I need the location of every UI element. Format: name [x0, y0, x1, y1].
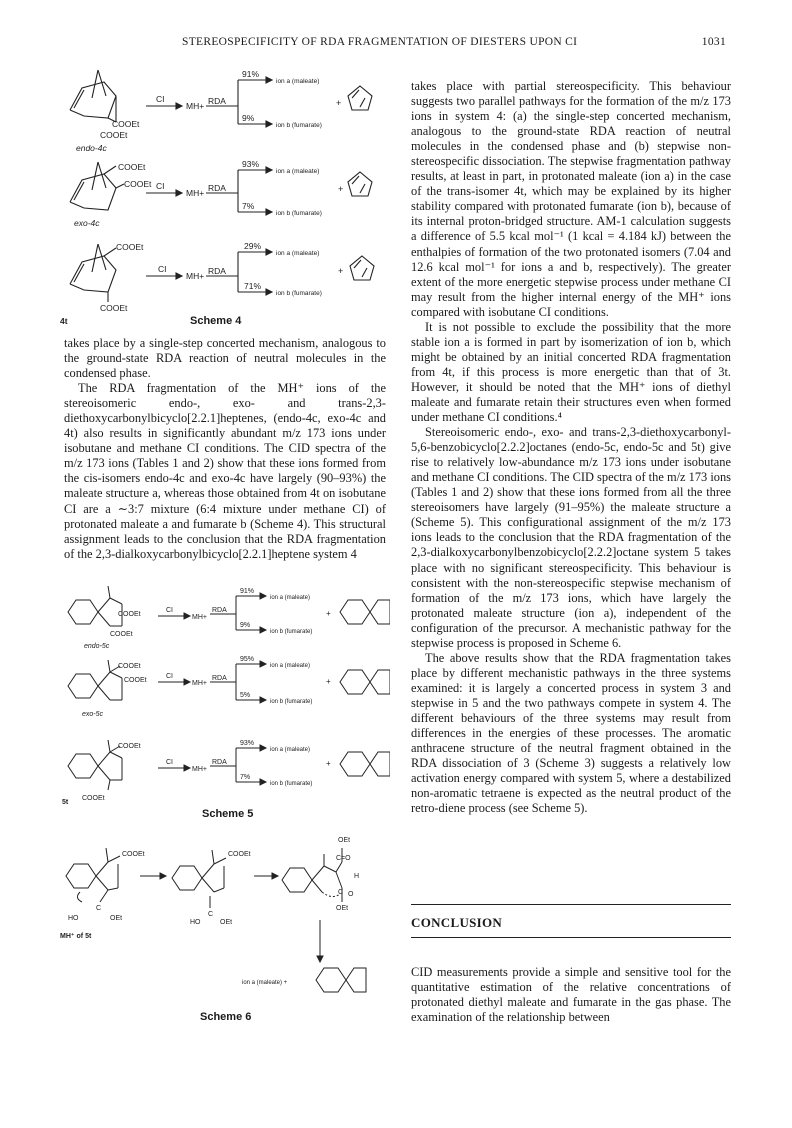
plus-sign: + [338, 266, 344, 276]
running-head [66, 36, 726, 54]
ci-label: CI [166, 759, 173, 766]
scheme-6-title: Scheme 6 [200, 1011, 252, 1023]
mh-label: MH+ [186, 188, 205, 198]
pct-b: 9% [242, 113, 255, 123]
cooet-label: COOEt [122, 851, 145, 858]
cooet-label: COOEt [124, 179, 152, 189]
rda-label: RDA [208, 96, 226, 106]
plus-sign: + [326, 677, 331, 686]
compound-label: exo-4c [74, 218, 100, 228]
oet-label: OEt [110, 915, 123, 922]
exo-4c-structure [70, 162, 124, 210]
rda-label: RDA [212, 759, 227, 766]
section-heading: CONCLUSION [411, 915, 503, 930]
cooet-label: COOEt [118, 663, 141, 670]
protonated-5t-structure [66, 848, 120, 902]
product-label: ion a (maleate) + [242, 980, 288, 986]
plus-sign: + [338, 184, 344, 194]
scheme-4-title: Scheme 4 [190, 315, 242, 327]
pct-a: 91% [240, 588, 255, 595]
ci-label: CI [166, 607, 173, 614]
mh-label: MH+ [192, 614, 207, 621]
ion-a-label: ion a (maleate) [270, 595, 311, 601]
rda-label: RDA [208, 183, 226, 193]
pct-a: 93% [242, 159, 260, 169]
compound-label: endo-5c [84, 643, 110, 650]
co-label: C=O [336, 855, 351, 862]
compound-label: endo-4c [76, 143, 107, 153]
page-number: 1031 [701, 36, 726, 48]
ci-label: CI [156, 94, 165, 104]
cooet-label: COOEt [110, 631, 133, 638]
scheme-6 [60, 826, 390, 1026]
paragraph: Stereoisomeric endo-, exo- and trans-2,3-diethoxycarbonyl-5,6-benzobicyclo[2.2.2]octanes (endo-5c, endo-5c and 5t) give rise to relatively low-abundance m/z 173 ions under isobutane and methane CI conditions. The CID spectra of the m/z 173 ions (Tables 1 and 2) show that these ions formed from all the three stereoisomers have largely (91–95%) the maleate structure a (Scheme 5). This configurational assignment of the m/z 173 ions leads to the conclusion that the RDA fragmentation of the 2,3-dialkoxycarbonylbenzobicyclo[2.2.2]octane system 5 takes place with no significant stereospecificity. This behaviour is consistent with the non-stereospecific stepwise mechanism of formation of the m/z 173 ions, which have largely the protonated maleate structure (ion a), independent of the configuration of the precursor. A mechanistic pathway for the stepwise process is proposed in Scheme 6. [411, 425, 731, 650]
endo-5c-structure [68, 586, 122, 626]
conclusion-text [411, 965, 731, 1025]
exo-5c-structure [68, 660, 122, 700]
compound-label: exo-5c [82, 711, 104, 718]
section-rule [411, 937, 731, 938]
rda-label: RDA [208, 266, 226, 276]
oet-label: OEt [336, 905, 349, 912]
pct-b: 7% [242, 201, 255, 211]
cooet-label: COOEt [82, 795, 105, 802]
pct-a: 29% [244, 241, 262, 251]
cooet-label: COOEt [116, 242, 144, 252]
cooet-label: COOEt [100, 303, 128, 313]
ion-b-label: ion b (fumarate) [270, 699, 313, 705]
pct-b: 5% [240, 692, 251, 699]
oet-label: OEt [220, 919, 233, 926]
ion-b-label: ion b (fumarate) [270, 629, 313, 635]
paragraph: The RDA fragmentation of the MH⁺ ions of the stereoisomeric endo-, exo- and trans-2,3-diethoxycarbonylbicyclo[2.2.1]heptenes, (endo-4c, exo-4c and 4t) also results in significantly abundant m/z 173 ions under isobutane and methane CI conditions. The CID spectra of the m/z 173 ions (Tables 1 and 2) show that these ions formed from the cis-isomers endo-4c and exo-4c have largely (90–93%) the maleate structure a, whereas those obtained from 4t on isobutane CI are a ∼3:7 mixture (6:4 mixture under methane CI) of protonated maleate a and fumarate b (Scheme 4). This structural assignment leads to the conclusion that the RDA fragmentation of the 2,3-dialkoxycarbonylbicyclo[2.2.1]heptene system 4 [64, 381, 386, 561]
paragraph: takes place by a single-step concerted mechanism, analogous to the ground-state RDA reaction of neutral molecules in the condensed phase. [64, 336, 386, 381]
pct-a: 93% [240, 740, 255, 747]
compound-label: 4t [60, 316, 68, 326]
plus-sign: + [336, 98, 342, 108]
section-rule [411, 904, 731, 905]
pct-a: 95% [240, 656, 255, 663]
scheme-6-label: MH⁺ of 5t [60, 933, 92, 940]
left-column-text [64, 336, 386, 562]
scheme-6-figure [60, 826, 390, 1026]
c-label: C [208, 911, 214, 918]
4t-structure [70, 244, 116, 302]
pct-b: 9% [240, 622, 251, 629]
5t-structure [68, 740, 122, 790]
ion-b-label: ion b (fumarate) [270, 781, 313, 787]
right-column-text [411, 79, 731, 816]
ion-a-label: ion a (maleate) [276, 250, 320, 257]
scheme-5 [60, 586, 390, 822]
cooet-label: COOEt [112, 119, 140, 129]
endo-4c-structure [70, 70, 116, 122]
mh-label: MH+ [186, 101, 205, 111]
pct-a: 91% [242, 69, 260, 79]
cooet-label: COOEt [124, 677, 147, 684]
cooet-label: COOEt [118, 743, 141, 750]
pct-b: 71% [244, 281, 262, 291]
mh-label: MH+ [186, 271, 205, 281]
ci-label: CI [166, 673, 173, 680]
paragraph: CID measurements provide a simple and sensitive tool for the quantitative estimation of the relative concentrations of protonated diethyl maleate and fumarate in the gas phase. The examination of the relationship between [411, 965, 731, 1025]
plus-sign: + [326, 609, 331, 618]
running-title: STEREOSPECIFICITY OF RDA FRAGMENTATION OF DIESTERS UPON CI [182, 36, 578, 48]
plus-sign: + [326, 759, 331, 768]
ion-a-label: ion a (maleate) [276, 78, 320, 85]
ion-a-label: ion a (maleate) [276, 168, 320, 175]
rda-label: RDA [212, 607, 227, 614]
ion-b-label: ion b (fumarate) [276, 210, 322, 217]
mh-label: MH+ [192, 766, 207, 773]
stepwise-structure [282, 848, 342, 902]
cooet-label: COOEt [118, 611, 141, 618]
intermediate-structure [172, 850, 226, 908]
cooet-label: COOEt [100, 130, 128, 140]
rda-label: RDA [212, 675, 227, 682]
c-label: C [338, 889, 344, 896]
paragraph: The above results show that the RDA fragmentation takes place by different mechanistic pathways in the three systems examined: it is largely a concerted process in system 3 and stepwise in 5 and the two pathways compete in system 4. The different behaviours of the three systems may result from differences in the energies of these processes. The aromatic anthracene structure of the neutral fragment obtained in the RDA dissociation of 3 (Scheme 3) suggests a relatively low activation energy compared with system 5, where a destabilized non-aromatic tetraene is expected as the neutral product of the retro-diene process (see Scheme 5). [411, 650, 731, 816]
o-label: O [348, 891, 354, 898]
cooet-label: COOEt [228, 851, 251, 858]
scheme-5-title: Scheme 5 [202, 808, 254, 820]
ho-label: HO [190, 919, 201, 926]
h-label: H [354, 873, 360, 880]
ho-label: HO [68, 915, 79, 922]
mh-label: MH+ [192, 680, 207, 687]
dihydronaphthalene-icon [340, 752, 390, 776]
ion-b-label: ion b (fumarate) [276, 122, 322, 129]
c-label: C [96, 905, 102, 912]
compound-label: 5t [62, 799, 69, 806]
ci-label: CI [156, 181, 165, 191]
dihydronaphthalene-icon [316, 968, 366, 992]
scheme-4-figure [60, 66, 390, 328]
cooet-label: COOEt [118, 162, 146, 172]
paragraph: takes place with partial stereospecificity. This behaviour suggests two parallel pathways for the formation of the m/z 173 ions in system 4: (a) the single-step concerted mechanism, analogous to the ground-state RDA reaction of neutral molecules in the condensed phase and (b) stepwise non-stereospecific dissociation. The stepwise fragmentation pathway results, at least in part, in protonated maleate (ion a) in the case of the trans-isomer 4t, which may be explained by its higher stability compared with protonated fumarate (ion b), because of its internal proton-bridged structure. AM-1 calculation suggests a difference of 5.5 kcal mol⁻¹ (1 kcal = 4.184 kJ) between the enthalpies of formation of the two protonated isomers (7.04 and 12.6 kcal mol⁻¹ for ions a and b, respectively). The greater extent of the more energetic stepwise process under methane CI may result from the higher internal energy of the MH⁺ ions compared with isobutane CI conditions. [411, 79, 731, 319]
pct-b: 7% [240, 774, 251, 781]
ion-a-label: ion a (maleate) [270, 747, 311, 753]
paragraph: It is not possible to exclude the possibility that the more stable ion a is formed in part by isomerization of ion b, which might be obtained by an initial concerted RDA fragmentation from 4t, if this process is more energetic than that of 3t. However, it should be noted that the MH⁺ ions of diethyl maleate and fumarate retain their structures even when formed under methane CI conditions.⁴ [411, 319, 731, 425]
scheme-5-figure [60, 586, 390, 822]
dihydronaphthalene-icon [340, 670, 390, 694]
ion-b-label: ion b (fumarate) [276, 290, 322, 297]
ion-a-label: ion a (maleate) [270, 663, 311, 669]
ci-label: CI [158, 264, 167, 274]
oet-label: OEt [338, 837, 351, 844]
scheme-4 [60, 66, 390, 328]
dihydronaphthalene-icon [340, 600, 390, 624]
